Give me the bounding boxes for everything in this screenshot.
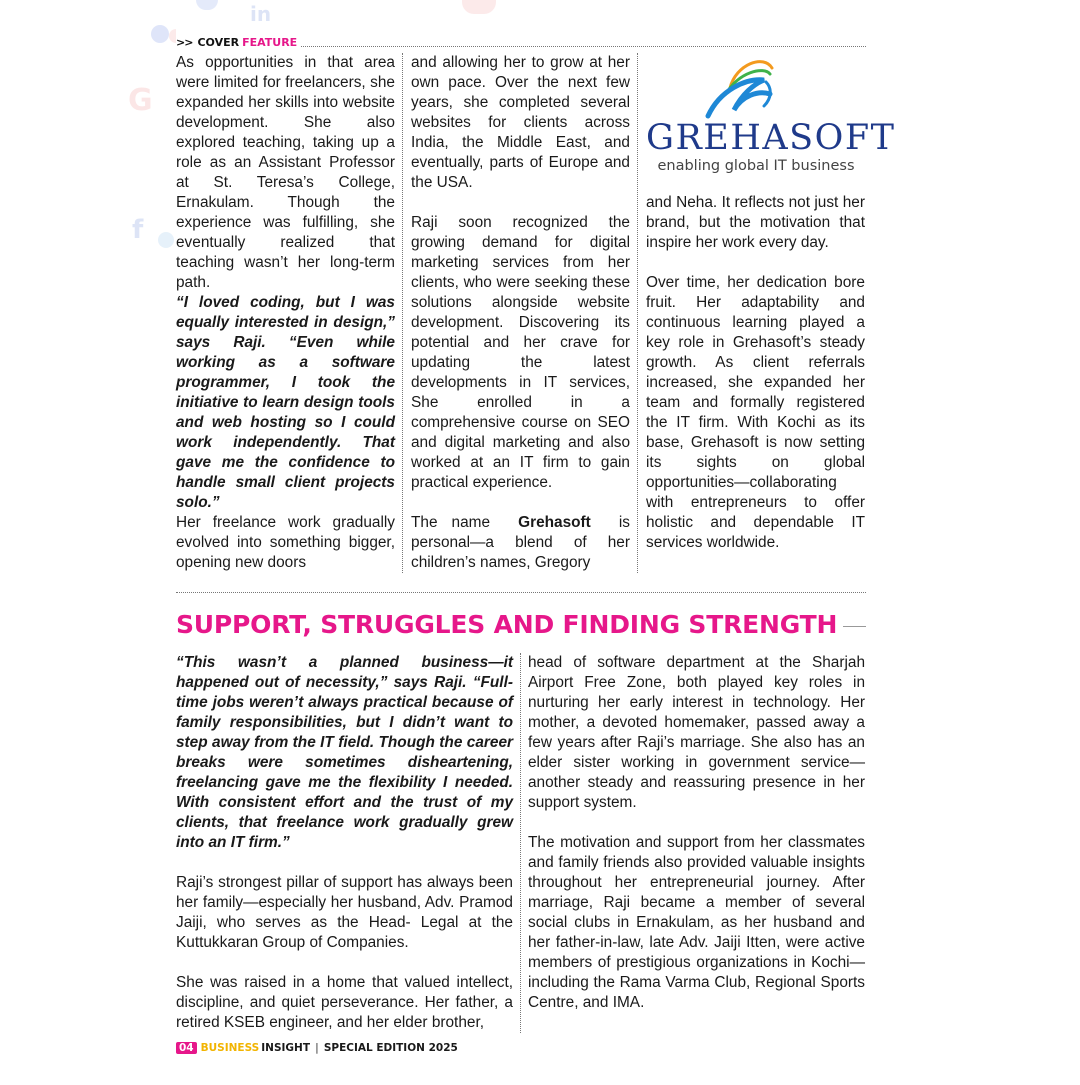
background-dot-icon — [158, 232, 174, 248]
upper-column-1 — [176, 53, 395, 573]
paragraph: Raji soon recognized the growing demand for digital marketing services from her clients, who were seeking these solutions alongside website development. Discovering its potential and her crave for updating the latest developments in IT services, She enrolled in a comprehensive course on SEO and digital marketing and also worked at an IT firm to gain practical experience. — [411, 214, 630, 491]
paragraph: Her freelance work gradually evolved into something bigger, opening new doors — [176, 514, 395, 571]
paragraph — [411, 513, 630, 573]
pull-quote: “I loved coding, but I was equally interested in design,” says Raji. “Even while working as a software programmer, I took the initiative to learn design tools and web hosting so I could work independently. That gave me the confidence to handle small client projects solo.” — [176, 294, 395, 511]
header-cover: COVER — [197, 35, 240, 49]
footer-edition: SPECIAL EDITION 2025 — [323, 1042, 458, 1054]
google-icon: G — [128, 83, 153, 118]
paragraph: and allowing her to grow at her own pace. Over the next few years, she completed several websites for clients across India, the Middle East, and eventually, parts of Europe and the USA. — [411, 54, 630, 191]
footer-brand-business: BUSINESS — [200, 1042, 260, 1054]
lower-column-2 — [528, 653, 865, 1013]
paragraph: She was raised in a home that valued intellect, discipline, and quiet perseverance. Her father, a retired KSEB engineer, and her elder brother, — [176, 974, 513, 1031]
column-divider — [520, 653, 521, 1033]
background-dot-icon — [196, 0, 218, 10]
background-decoration — [0, 0, 176, 1080]
column-divider — [402, 53, 403, 573]
swirl-blue-icon — [708, 80, 770, 116]
background-dot-icon — [151, 25, 169, 43]
header-feature: FEATURE — [242, 35, 298, 49]
background-dot-icon — [462, 0, 496, 14]
brand-name: Grehasoft — [518, 514, 591, 531]
heading-rule — [843, 626, 866, 627]
section-divider — [176, 592, 866, 593]
section-header — [176, 34, 866, 50]
footer-brand-insight: INSIGHT — [261, 1042, 310, 1054]
section-heading-text: SUPPORT, STRUGGLES AND FINDING STRENGTH — [176, 609, 838, 639]
grehasoft-logo — [646, 54, 896, 184]
paragraph: The motivation and support from her classmates and family friends also provided valuable insights throughout her entrepreneurial journey. After marriage, Raji became a member of several social clubs in Ernakulam, as her husband and her father-in-law, late Adv. Jaiji Itten, were active members of prestigious organizations in Kochi—including the Rama Varma Club, Regional Sports Centre, and IMA. — [528, 834, 865, 1011]
grehasoft-swirl-logo — [646, 54, 866, 124]
pull-quote: “This wasn’t a planned business—it happened out of necessity,” says Raji. “Full-time jobs weren’t always practical because of family responsibilities, but I didn’t want to step away from the IT field. Though the career breaks were sometimes disheartening, freelancing gave me the flexibility I needed. With consistent effort and the trust of my clients, that freelance work gradually grew into an IT firm.” — [176, 654, 513, 851]
text-span: is personal—a blend of her children’s names, Gregory — [411, 514, 630, 571]
logo-tagline: enabling global IT business — [657, 158, 855, 174]
paragraph: As opportunities in that area were limited for freelancers, she expanded her skills into website development. She also explored teaching, taking up a role as an Assistant Professor at St. Teresa’s College, Ernakulam. Though the experience was fulfilling, she eventually realized that teaching wasn’t her long-term path. — [176, 54, 395, 291]
paragraph: and Neha. It reflects not just her brand, but the motivation that inspire her work every day. — [646, 194, 865, 251]
background-dot-icon — [169, 29, 176, 43]
column-divider — [637, 53, 638, 573]
page-footer — [176, 1040, 458, 1056]
text-span: The name — [411, 514, 491, 531]
logo-wordmark: GREHASOFT — [646, 118, 896, 158]
header-divider — [301, 38, 866, 47]
paragraph: Raji’s strongest pillar of support has always been her family—especially her husband, Adv. Pramod Jaiji, who serves as the Head- Legal at the Kuttukkaran Group of Companies. — [176, 874, 513, 951]
page-number: 04 — [176, 1042, 197, 1054]
chevron-right-icon: >> — [176, 35, 193, 49]
paragraph: head of software department at the Sharjah Airport Free Zone, both played key roles in nurturing her early interest in technology. Her mother, a devoted homemaker, passed away a few years after Raji’s marriage. She also has an elder sister working in government service—another steady and reassuring presence in her support system. — [528, 654, 865, 811]
footer-separator: | — [314, 1042, 319, 1054]
facebook-icon: f — [132, 215, 144, 245]
lower-column-1 — [176, 653, 513, 1033]
paragraph: Over time, her dedication bore fruit. Her adaptability and continuous learning played a key role in Grehasoft’s steady growth. As client referrals increased, she expanded her team and formally registered the IT firm. With Kochi as its base, Grehasoft is now setting its sights on global opportunities—collaborating with entrepreneurs to offer holistic and dependable IT services worldwide. — [646, 274, 865, 551]
background-icons — [0, 0, 176, 1080]
upper-column-2 — [411, 53, 630, 573]
linkedin-icon: in — [250, 2, 272, 26]
section-heading — [176, 606, 866, 642]
upper-column-3 — [646, 193, 865, 553]
